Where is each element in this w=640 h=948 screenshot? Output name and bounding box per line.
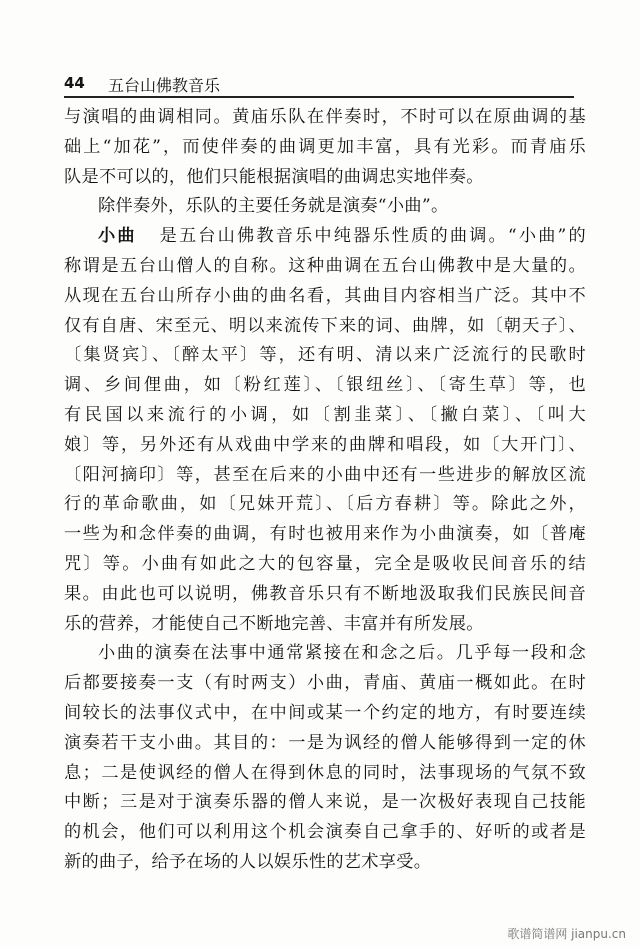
text-line: 与演唱的曲调相同。黄庙乐队在伴奏时，不时可以在原曲调的基 <box>64 107 586 127</box>
text-line: 称谓是五台山僧人的自称。这种曲调在五台山佛教中是大量的。 <box>64 255 586 276</box>
text-line: 〔集贤宾〕、〔醉太平〕等，还有明、清以来广泛流行的民歌时 <box>64 345 586 366</box>
text-line: 队是不可以的，他们只能根据演唱的曲调忠实地伴奏。 <box>64 166 484 187</box>
text-line: 后都要接奏一支（有时两支）小曲，青庙、黄庙一概如此。在时 <box>64 673 586 694</box>
text-line: 中断；三是对于演奏乐器的僧人来说，是一次极好表现自己技能 <box>64 792 586 813</box>
text-line: 有民国以来流行的小调，如〔割韭菜〕、〔撇白菜〕、〔叫大 <box>64 404 586 425</box>
page-number: 44 <box>64 74 85 92</box>
running-header <box>64 72 584 96</box>
watermark: 歌谱简谱网 jianpu.cn <box>507 927 626 941</box>
header-rule <box>64 96 574 98</box>
text-line: 咒〕等。小曲有如此之大的包容量，完全是吸收民间音乐的结 <box>64 553 586 574</box>
text-line: 调、乡间俚曲，如〔粉红莲〕、〔银纽丝〕、〔寄生草〕等，也 <box>64 375 586 396</box>
text-line: 新的曲子，给予在场的人以娱乐性的艺术享受。 <box>64 851 432 872</box>
term-definition: 是五台山佛教音乐中纯器乐性质的曲调。“小曲”的 <box>159 226 586 247</box>
text-line: 础上“加花”，而使伴奏的曲调更加丰富，具有光彩。而青庙乐 <box>64 136 586 157</box>
text-line: 乐的营养，才能使自己不断地完善、丰富并有所发展。 <box>64 613 484 634</box>
text-line: 息；二是使讽经的僧人在得到休息的同时，法事现场的气氛不致 <box>64 762 586 783</box>
text-line <box>64 222 586 252</box>
text-line: 演奏若干支小曲。其目的：一是为讽经的僧人能够得到一定的休 <box>64 732 586 753</box>
text-line: 〔阳河摘印〕等，甚至在后来的小曲中还有一些进步的解放区流 <box>64 464 586 485</box>
text-line: 一些为和念伴奏的曲调，有时也被用来作为小曲演奏，如〔普庵 <box>64 524 586 545</box>
book-title: 五台山佛教音乐 <box>108 76 221 95</box>
text-line: 娘〕等，另外还有从戏曲中学来的曲牌和唱段，如〔大开门〕、 <box>64 434 586 455</box>
text-line: 从现在五台山所存小曲的曲名看，其曲目内容相当广泛。其中不 <box>64 285 586 306</box>
text-line: 除伴奏外，乐队的主要任务就是演奏“小曲”。 <box>98 196 449 217</box>
text-line: 仅有自唐、宋至元、明以来流传下来的词、曲牌，如〔朝天子〕、 <box>64 315 586 336</box>
text-line: 行的革命歌曲，如〔兄妹开荒〕、〔后方春耕〕等。除此之外， <box>64 494 586 515</box>
text-line: 小曲的演奏在法事中通常紧接在和念之后。几乎每一段和念 <box>98 643 586 664</box>
text-line: 间较长的法事仪式中，在中间或某一个约定的地方，有时要连续 <box>64 702 586 723</box>
term-label: 小曲 <box>98 226 137 247</box>
text-line: 果。由此也可以说明，佛教音乐只有不断地汲取我们民族民间音 <box>64 583 586 604</box>
body-text <box>64 103 586 878</box>
text-line: 的机会，他们可以利用这个机会演奏自己拿手的、好听的或者是 <box>64 822 586 843</box>
